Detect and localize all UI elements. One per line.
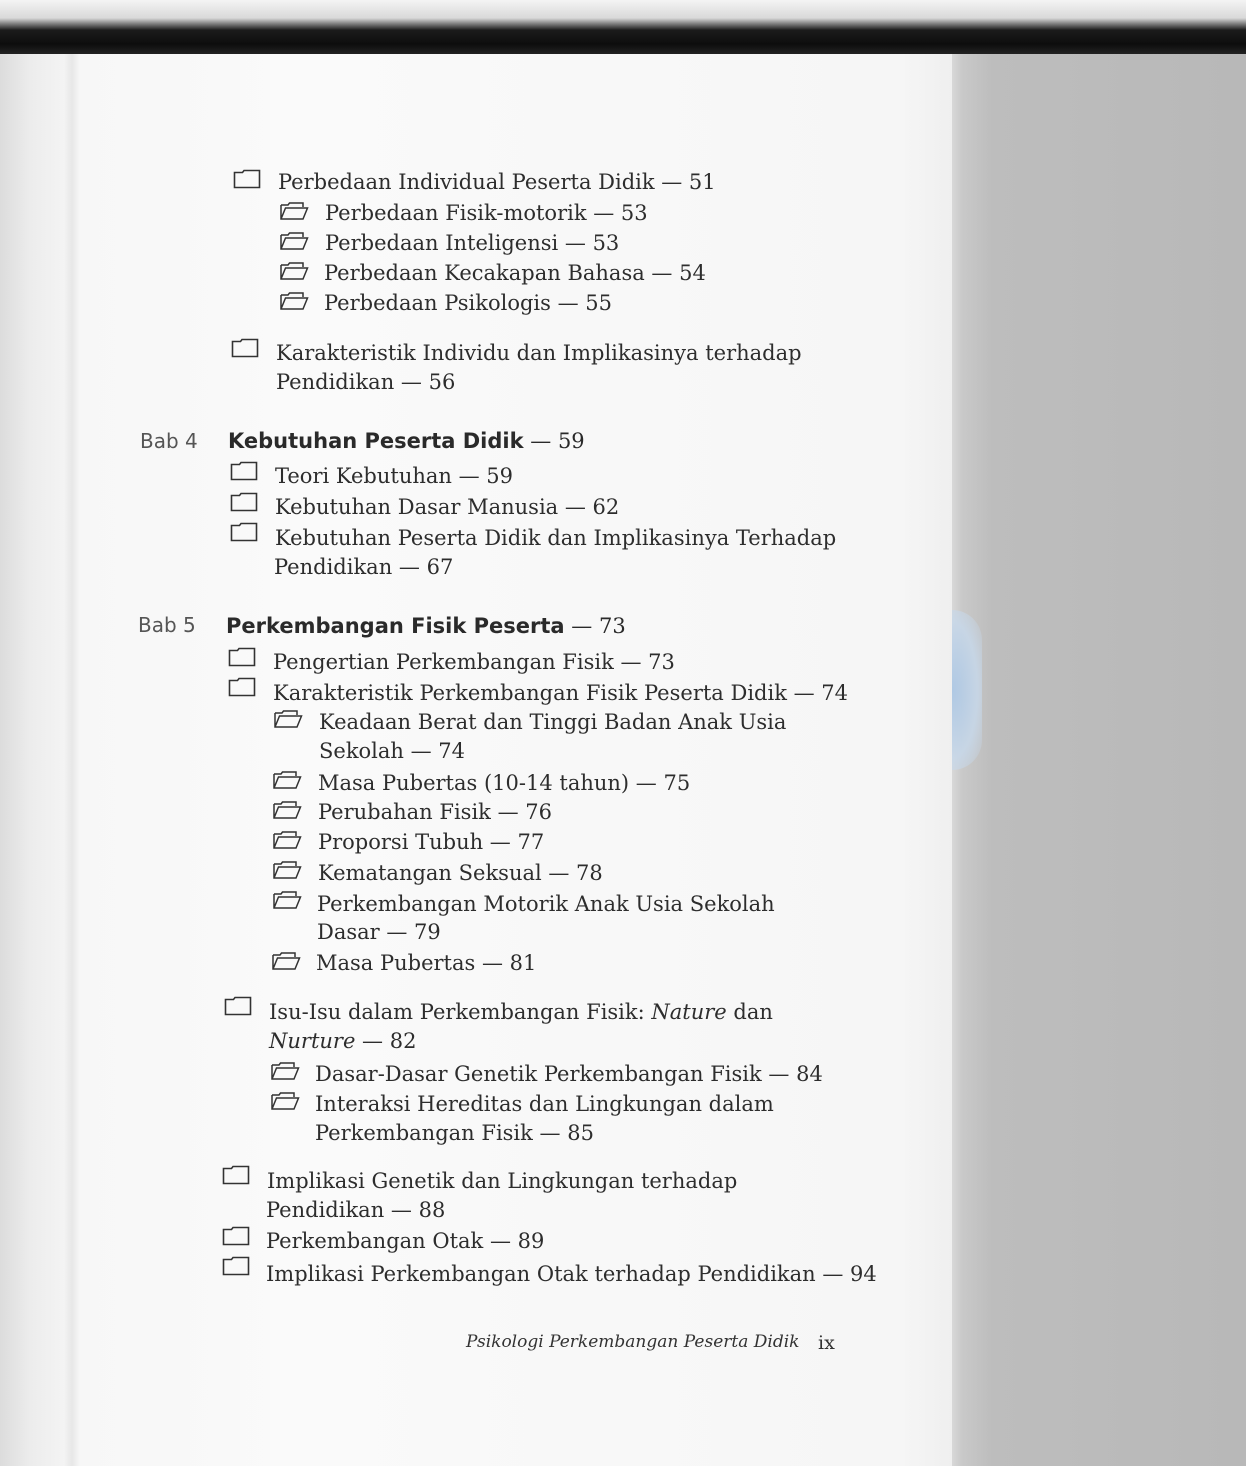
folder-open-icon (272, 890, 298, 910)
folder-closed-icon (228, 677, 254, 697)
toc-entry: Kebutuhan Peserta Didik dan Implikasinya Terhadap (275, 526, 837, 550)
toc-entry: Kebutuhan Dasar Manusia — 62 (275, 495, 620, 519)
toc-entry-continuation: Sekolah — 74 (319, 739, 466, 763)
toc-entry: Kematangan Seksual — 78 (318, 861, 603, 885)
folder-closed-icon (224, 996, 250, 1016)
folder-closed-icon (222, 1165, 248, 1185)
chapter-title-text: Perkembangan Fisik Peserta (226, 614, 565, 638)
chapter-label: Bab 4 (140, 429, 198, 453)
folder-open-icon (279, 261, 305, 281)
folder-open-icon (272, 830, 298, 850)
chapter-title-text: Kebutuhan Peserta Didik (228, 429, 524, 453)
toc-entry: Masa Pubertas (10-14 tahun) — 75 (318, 771, 691, 795)
folder-closed-icon (233, 169, 259, 189)
page-number: ix (818, 1332, 835, 1354)
toc-entry: Perbedaan Individual Peserta Didik — 51 (278, 170, 716, 194)
toc-entry-continuation: Pendidikan — 88 (266, 1198, 446, 1222)
toc-entry-continuation: Dasar — 79 (317, 920, 441, 944)
toc-entry: Karakteristik Perkembangan Fisik Peserta Didik — 74 (273, 681, 848, 705)
toc-entry: Perubahan Fisik — 76 (318, 800, 552, 824)
toc-entry: Perbedaan Inteligensi — 53 (325, 231, 620, 255)
toc-entry: Proporsi Tubuh — 77 (318, 830, 545, 854)
toc-entry-continuation (269, 1031, 416, 1052)
folder-closed-icon (230, 492, 256, 512)
folder-closed-icon (230, 461, 256, 481)
toc-entry (269, 1002, 773, 1023)
folder-open-icon (272, 860, 298, 880)
toc-entry: Masa Pubertas — 81 (316, 951, 537, 975)
folder-open-icon (279, 231, 305, 251)
scan-top-shadow (0, 0, 1246, 58)
toc-entry: Implikasi Genetik dan Lingkungan terhadap (267, 1169, 738, 1193)
toc-entry: Pengertian Perkembangan Fisik — 73 (273, 650, 675, 674)
folder-open-icon (272, 770, 298, 790)
facing-page-edge (952, 54, 1246, 1466)
chapter-label: Bab 5 (138, 613, 196, 637)
folder-closed-icon (222, 1226, 248, 1246)
toc-entry: Perkembangan Otak — 89 (266, 1229, 545, 1253)
folder-closed-icon (231, 338, 257, 358)
toc-entry: Perbedaan Psikologis — 55 (324, 291, 613, 315)
toc-entry-tail: dan (726, 1000, 773, 1024)
toc-entry-italic: Nurture (269, 1029, 356, 1053)
toc-entry-continuation: Pendidikan — 67 (274, 555, 454, 579)
toc-entry: Implikasi Perkembangan Otak terhadap Pendidikan — 94 (266, 1262, 877, 1286)
toc-entry-continuation: Perkembangan Fisik — 85 (315, 1121, 594, 1145)
toc-entry: Keadaan Berat dan Tinggi Badan Anak Usia (319, 710, 787, 734)
folder-open-icon (271, 951, 297, 971)
chapter-title (228, 429, 585, 453)
toc-entry-continuation: Pendidikan — 56 (276, 370, 456, 394)
running-footer-title: Psikologi Perkembangan Peserta Didik (466, 1332, 800, 1352)
folder-open-icon (270, 1061, 296, 1081)
toc-entry: Perbedaan Fisik-motorik — 53 (325, 201, 648, 225)
toc-entry-text: Isu-Isu dalam Perkembangan Fisik: (269, 1000, 652, 1024)
toc-entry: Perbedaan Kecakapan Bahasa — 54 (324, 261, 706, 285)
page-gutter-shadow (64, 54, 80, 1466)
folder-open-icon (273, 709, 299, 729)
toc-entry: Perkembangan Motorik Anak Usia Sekolah (317, 892, 775, 916)
folder-open-icon (279, 201, 305, 221)
folder-closed-icon (228, 647, 254, 667)
toc-entry-tail: — 82 (355, 1029, 417, 1053)
folder-open-icon (270, 1091, 296, 1111)
toc-entry-italic: Nature (651, 1000, 727, 1024)
toc-entry: Interaksi Hereditas dan Lingkungan dalam (315, 1092, 774, 1116)
folder-open-icon (272, 800, 298, 820)
chapter-title (226, 614, 626, 638)
folder-closed-icon (222, 1256, 248, 1276)
folder-open-icon (279, 291, 305, 311)
folder-closed-icon (230, 522, 256, 542)
chapter-page: — 73 (564, 614, 626, 638)
toc-entry: Karakteristik Individu dan Implikasinya terhadap (276, 341, 802, 365)
toc-entry: Teori Kebutuhan — 59 (275, 464, 514, 488)
chapter-page: — 59 (523, 429, 585, 453)
library-stamp (952, 610, 982, 770)
toc-entry: Dasar-Dasar Genetik Perkembangan Fisik — 84 (315, 1062, 823, 1086)
